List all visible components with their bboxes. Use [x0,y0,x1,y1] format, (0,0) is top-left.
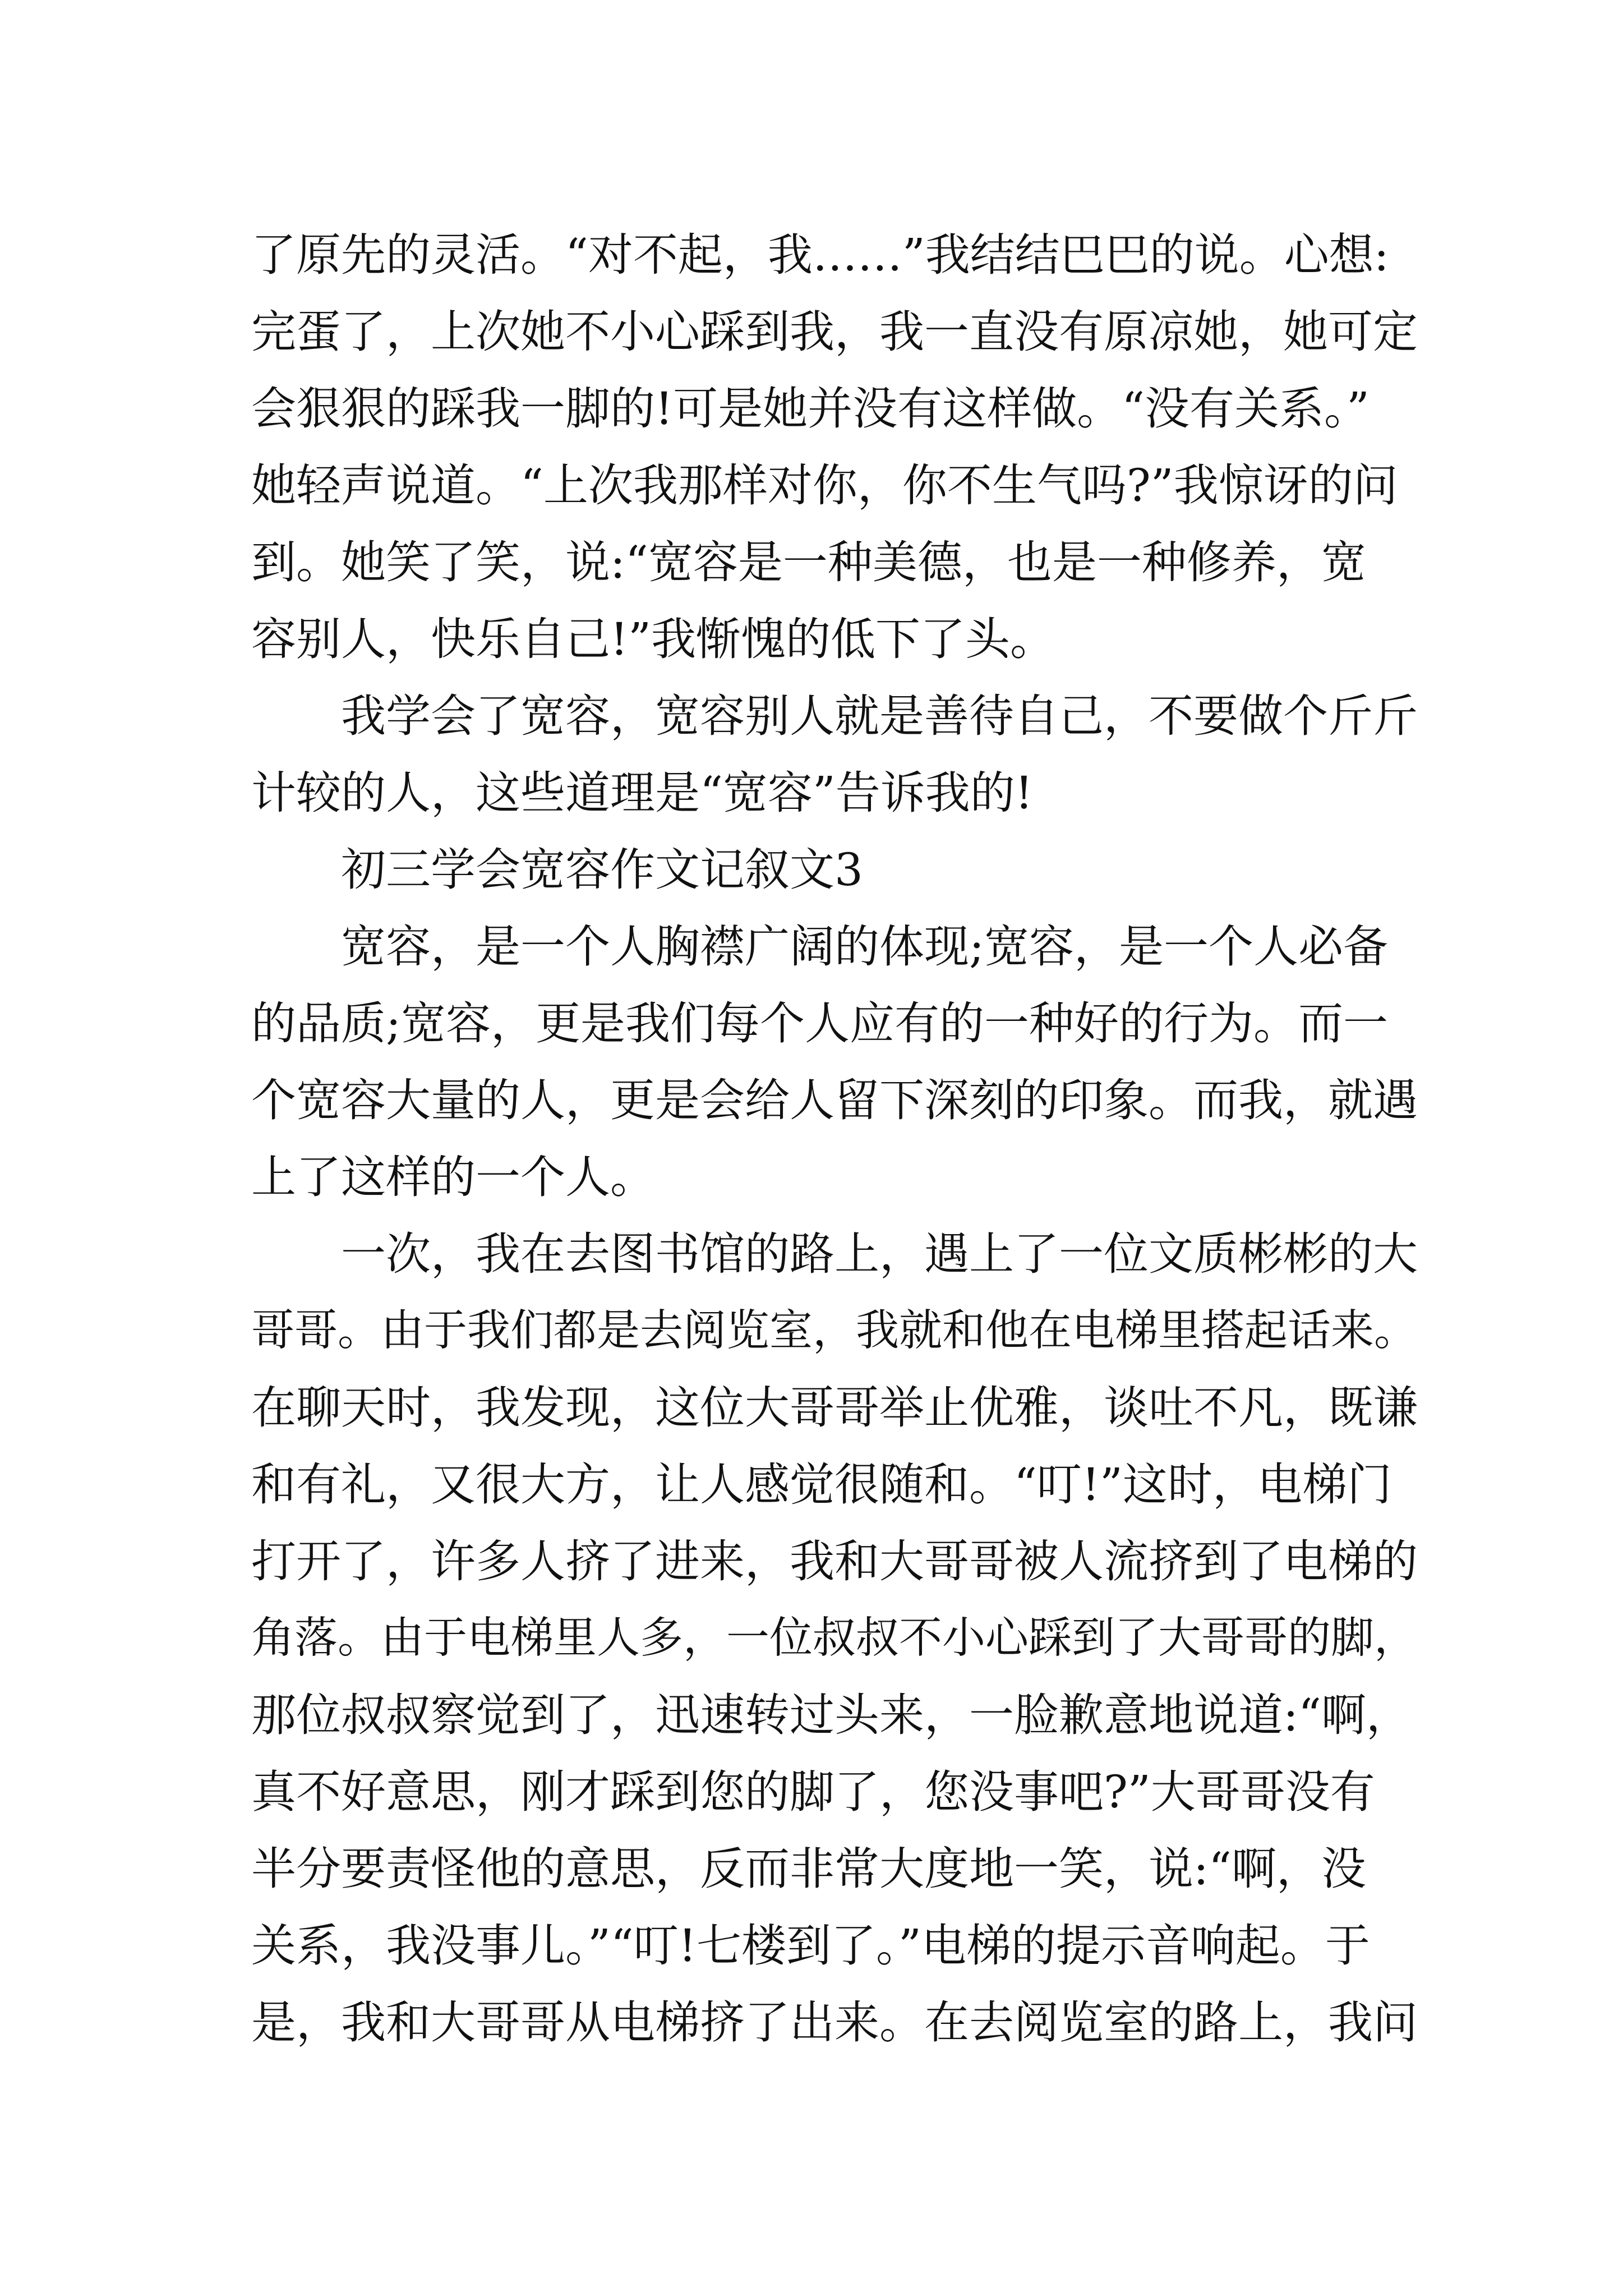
text-line: 计较的人，这些道理是“宽容”告诉我的! [251,767,1033,819]
text-line: 哥哥。由于我们都是去阅览室，我就和他在电梯里搭起话来。 [251,1306,1417,1356]
text-line: 的品质;宽容，更是我们每个人应有的一种好的行为。而一 [251,997,1388,1050]
text-line: 打开了，许多人挤了进来，我和大哥哥被人流挤到了电梯的 [251,1535,1418,1588]
text-line: 个宽容大量的人，更是会给人留下深刻的印象。而我，就遇 [251,1074,1418,1126]
text-line: 我学会了宽容，宽容别人就是善待自己，不要做个斤斤 [341,690,1418,742]
text-line: 了原先的灵活。“对不起，我……”我结结巴巴的说。心想: [251,229,1389,281]
text-line: 是，我和大哥哥从电梯挤了出来。在去阅览室的路上，我问 [251,1996,1418,2049]
text-line: 在聊天时，我发现，这位大哥哥举止优雅，谈吐不凡，既谦 [251,1382,1418,1434]
text-line: 半分要责怪他的意思，反而非常大度地一笑，说:“啊，没 [251,1843,1366,1895]
text-line: 真不好意思，刚才踩到您的脚了，您没事吧?”大哥哥没有 [251,1766,1375,1818]
text-line: 那位叔叔察觉到了，迅速转过头来，一脸歉意地说道:“啊， [251,1689,1411,1741]
body-text [251,217,1418,2061]
text-line: 完蛋了，上次她不小心踩到我，我一直没有原凉她，她可定 [251,306,1418,358]
text-line: 宽容，是一个人胸襟广阔的体现;宽容，是一个人必备 [341,921,1388,973]
text-line: 和有礼，又很大方，让人感觉很随和。“叮!”这时，电梯门 [251,1458,1392,1511]
text-line: 容别人，快乐自己!”我惭愧的低下了头。 [251,613,1055,665]
text-line: 初三学会宽容作文记叙文3 [341,844,863,896]
text-line: 上了这样的一个人。 [251,1151,655,1203]
text-line: 角落。由于电梯里人多，一位叔叔不小心踩到了大哥哥的脚， [251,1613,1417,1663]
text-line: 会狠狠的踩我一脚的!可是她并没有这样做。“没有关系。” [251,383,1370,435]
text-line: 她轻声说道。“上次我那样对你，你不生气吗?”我惊讶的问 [251,459,1398,512]
text-line: 到。她笑了笑，说:“宽容是一种美德，也是一种修养，宽 [251,536,1366,588]
text-line: 关系，我没事儿。”“叮!七楼到了。”电梯的提示音响起。于 [251,1920,1370,1972]
text-line: 一次，我在去图书馆的路上，遇上了一位文质彬彬的大 [341,1228,1418,1280]
